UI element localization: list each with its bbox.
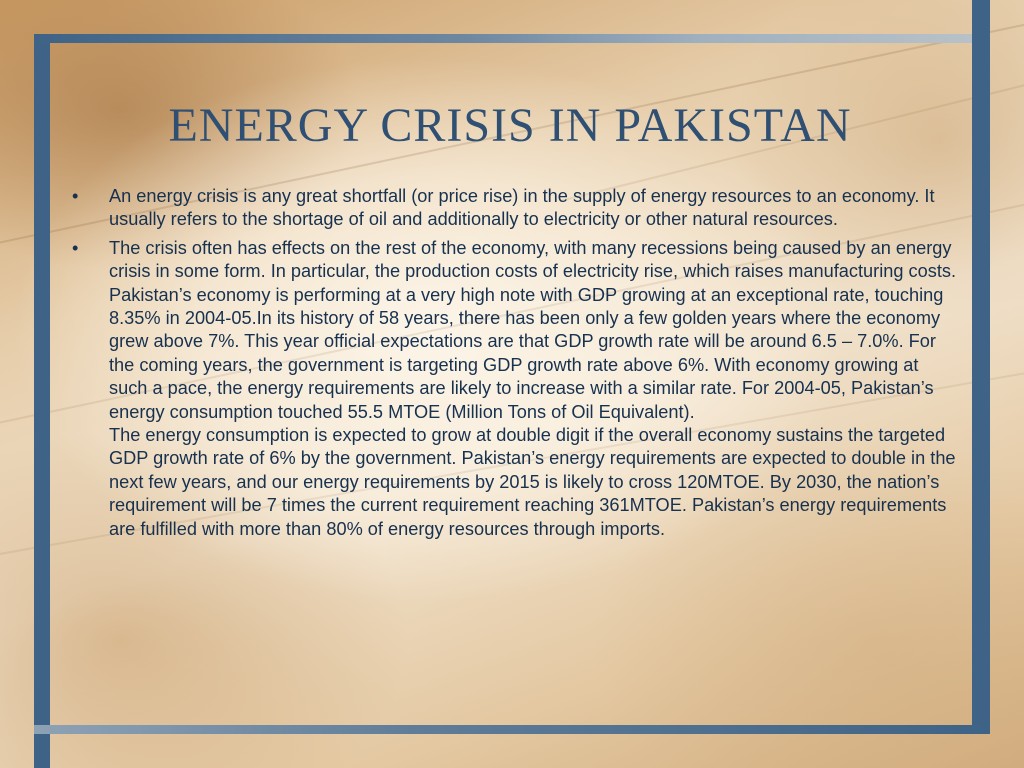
bullet-marker: • <box>72 237 79 258</box>
frame-top-bar <box>34 34 988 43</box>
bullet-marker: • <box>72 186 79 206</box>
frame-right-bar <box>972 0 990 734</box>
bullet-paragraph: An energy crisis is any great shortfall (or price rise) in the supply of energy resources to an economy. It usually refers to the shortage of oil and additionally to electricity or other natural resources. <box>109 186 935 230</box>
frame-bottom-bar <box>34 725 990 734</box>
slide-body <box>70 185 960 546</box>
bullet-paragraph: The energy consumption is expected to grow at double digit if the overall economy sustains the targeted GDP growth rate of 6% by the government. Pakistan’s energy requirements are expected to double in the next few years, and our energy requirements by 2015 is likely to cross 120MTOE. By 2030, the nation’s requirement will be 7 times the current requirement reaching 361MTOE. Pakistan’s energy requirements are fulfilled with more than 80% of energy resources through imports. <box>109 425 956 539</box>
bullet-paragraph: Pakistan’s economy is performing at a very high note with GDP growing at an exceptional rate, touching 8.35% in 2004-05.In its history of 58 years, there has been only a few golden years where the economy grew above 7%. This year official expectations are that GDP growth rate will be around 6.5 – 7.0%. For the coming years, the government is targeting GDP growth rate above 6%. With economy growing at such a pace, the energy requirements are likely to increase with a similar rate. For 2004-05, Pakistan’s energy consumption touched 55.5 MTOE (Million Tons of Oil Equivalent). <box>109 284 944 422</box>
frame-left-bar <box>34 34 50 768</box>
bullet-paragraph: The crisis often has effects on the rest of the economy, with many recessions being caused by an energy crisis in some form. In particular, the production costs of electricity rise, which raises manufacturing costs. <box>109 237 957 282</box>
bullet-item <box>70 185 960 232</box>
slide-title: ENERGY CRISIS IN PAKISTAN <box>168 99 852 152</box>
bullet-item <box>70 237 960 541</box>
